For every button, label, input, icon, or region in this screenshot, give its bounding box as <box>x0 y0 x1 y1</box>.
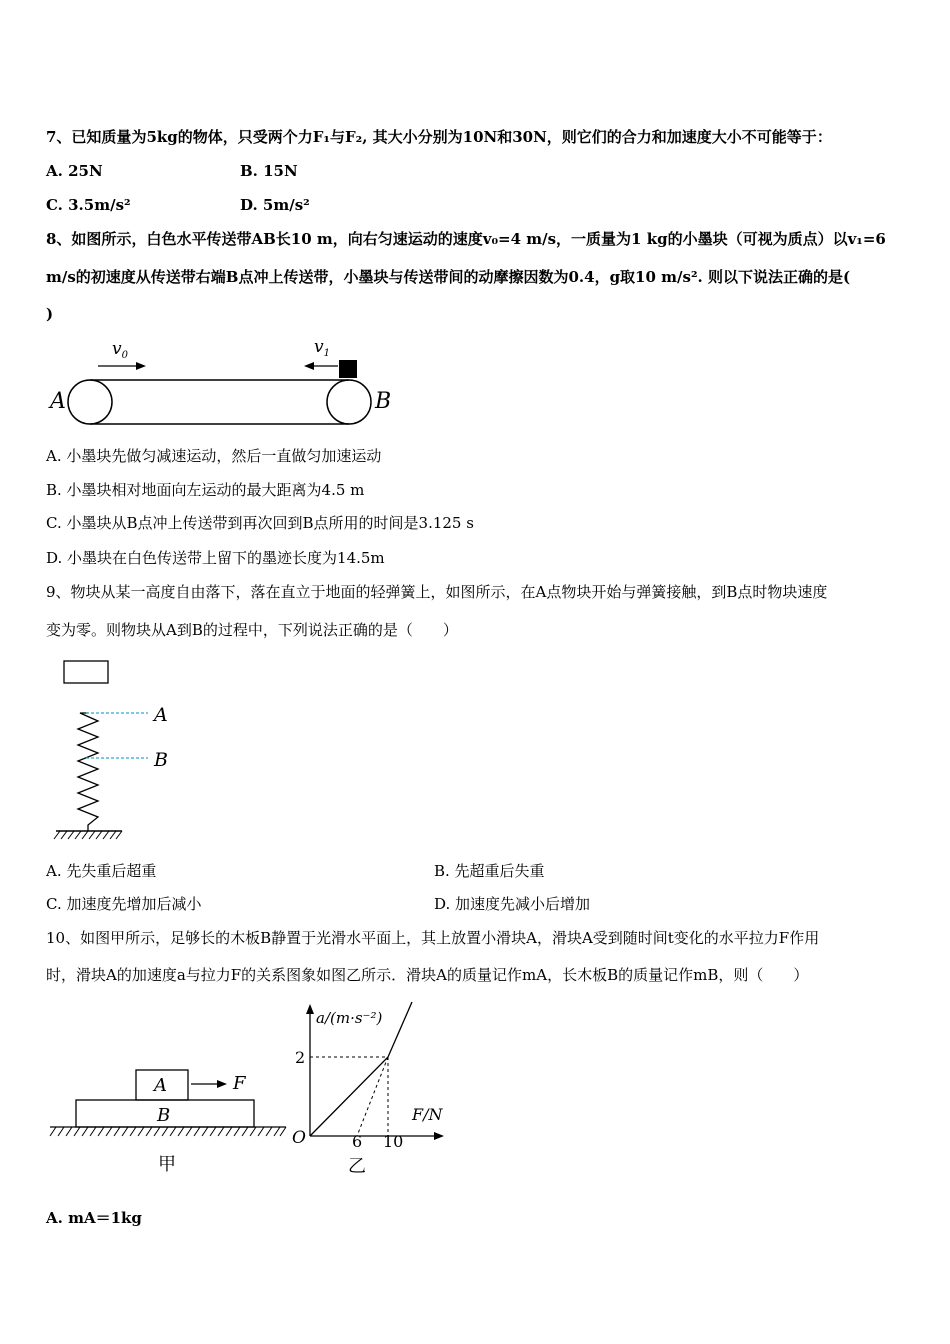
q10-stem-line2: 时，滑块A的加速度a与拉力F的关系图象如图乙所示．滑块A的质量记作mA，长木板B的质量记作mB，则（ ） <box>46 966 809 984</box>
force-label: F <box>233 1073 246 1094</box>
block-board-figure <box>46 1060 296 1180</box>
q8-option-b: B. 小墨块相对地面向左运动的最大距离为4.5 m <box>46 481 365 499</box>
v0-subscript: 0 <box>121 350 128 361</box>
y-tick-2: 2 <box>295 1048 306 1067</box>
q10-stem-line1: 10、如图甲所示，足够长的木板B静置于光滑水平面上，其上放置小滑块A，滑块A受到随时间t变化的水平拉力F作用 <box>46 929 820 947</box>
ground-hatching <box>54 831 122 839</box>
q7-option-d: D. 5m/s² <box>240 196 310 214</box>
right-pulley <box>327 380 371 424</box>
q8-stem-line3: ) <box>46 305 54 323</box>
point-b-label: B <box>375 389 392 414</box>
figure-left-caption: 甲 <box>158 1154 176 1175</box>
falling-block <box>64 661 108 683</box>
q9-option-c: C. 加速度先增加后减小 <box>46 895 202 913</box>
x-tick-10: 10 <box>383 1132 404 1151</box>
v1-subscript: 1 <box>323 348 330 359</box>
a-f-graph <box>288 998 458 1180</box>
point-a-label: A <box>50 389 66 414</box>
level-b-label: B <box>154 749 168 771</box>
q9-option-d: D. 加速度先减小后增加 <box>434 895 591 913</box>
graph-line-segment-1 <box>310 1057 388 1136</box>
y-axis-label: a/(m·s⁻²) <box>316 1009 383 1027</box>
v1-arrowhead <box>304 362 314 370</box>
force-arrowhead <box>217 1080 227 1088</box>
block-a-label: A <box>154 1075 167 1096</box>
conveyor-belt-figure <box>46 330 406 440</box>
surface-hatching <box>50 1127 286 1136</box>
spring-figure <box>50 655 210 845</box>
x-tick-6: 6 <box>352 1132 363 1151</box>
q7-option-b: B. 15N <box>240 162 298 180</box>
q7-stem: 7、已知质量为5kg的物体，只受两个力F₁与F₂, 其大小分别为10N和30N，则它们的合力和加速度大小不可能等于： <box>46 128 832 146</box>
q10-option-a: A. mA＝1kg <box>46 1209 142 1227</box>
q9-stem-line1: 9、物块从某一高度自由落下，落在直立于地面的轻弹簧上，如图所示，在A点物块开始与弹簧接触，到B点时物块速度 <box>46 583 828 601</box>
ink-block <box>339 360 357 378</box>
extrapolation-dashed <box>357 1057 388 1136</box>
q8-option-c: C. 小墨块从B点冲上传送带到再次回到B点所用的时间是3.125 s <box>46 514 474 532</box>
q7-option-a: A. 25N <box>46 162 103 180</box>
v0-arrowhead <box>136 362 146 370</box>
q9-stem-line2: 变为零。则物块从A到B的过程中，下列说法正确的是（ ） <box>46 621 458 639</box>
level-a-label: A <box>154 704 168 726</box>
board-b-label: B <box>157 1105 171 1126</box>
x-axis-arrowhead <box>434 1132 444 1140</box>
v0-label: $v_0$ <box>112 339 128 361</box>
left-pulley <box>68 380 112 424</box>
y-axis-arrowhead <box>306 1004 314 1014</box>
v1-label: $v_1$ <box>314 337 330 359</box>
q9-option-b: B. 先超重后失重 <box>434 862 545 880</box>
q8-option-d: D. 小墨块在白色传送带上留下的墨迹长度为14.5m <box>46 549 385 567</box>
graph-line-segment-2 <box>388 1002 412 1057</box>
q8-stem-line2: m/s的初速度从传送带右端B点冲上传送带，小墨块与传送带间的动摩擦因数为0.4，g取10 m/s². 则以下说法正确的是( <box>46 268 851 286</box>
q8-stem-line1: 8、如图所示，白色水平传送带AB长10 m，向右匀速运动的速度v₀=4 m/s，一质量为1 kg的小墨块（可视为质点）以v₁=6 <box>46 230 886 248</box>
origin-label: O <box>292 1128 306 1148</box>
q8-option-a: A. 小墨块先做匀减速运动，然后一直做匀加速运动 <box>46 447 382 465</box>
q7-option-c: C. 3.5m/s² <box>46 196 131 214</box>
figure-right-caption: 乙 <box>348 1156 366 1177</box>
x-axis-label: F/N <box>412 1105 443 1124</box>
spring <box>78 713 98 831</box>
q9-option-a: A. 先失重后超重 <box>46 862 157 880</box>
